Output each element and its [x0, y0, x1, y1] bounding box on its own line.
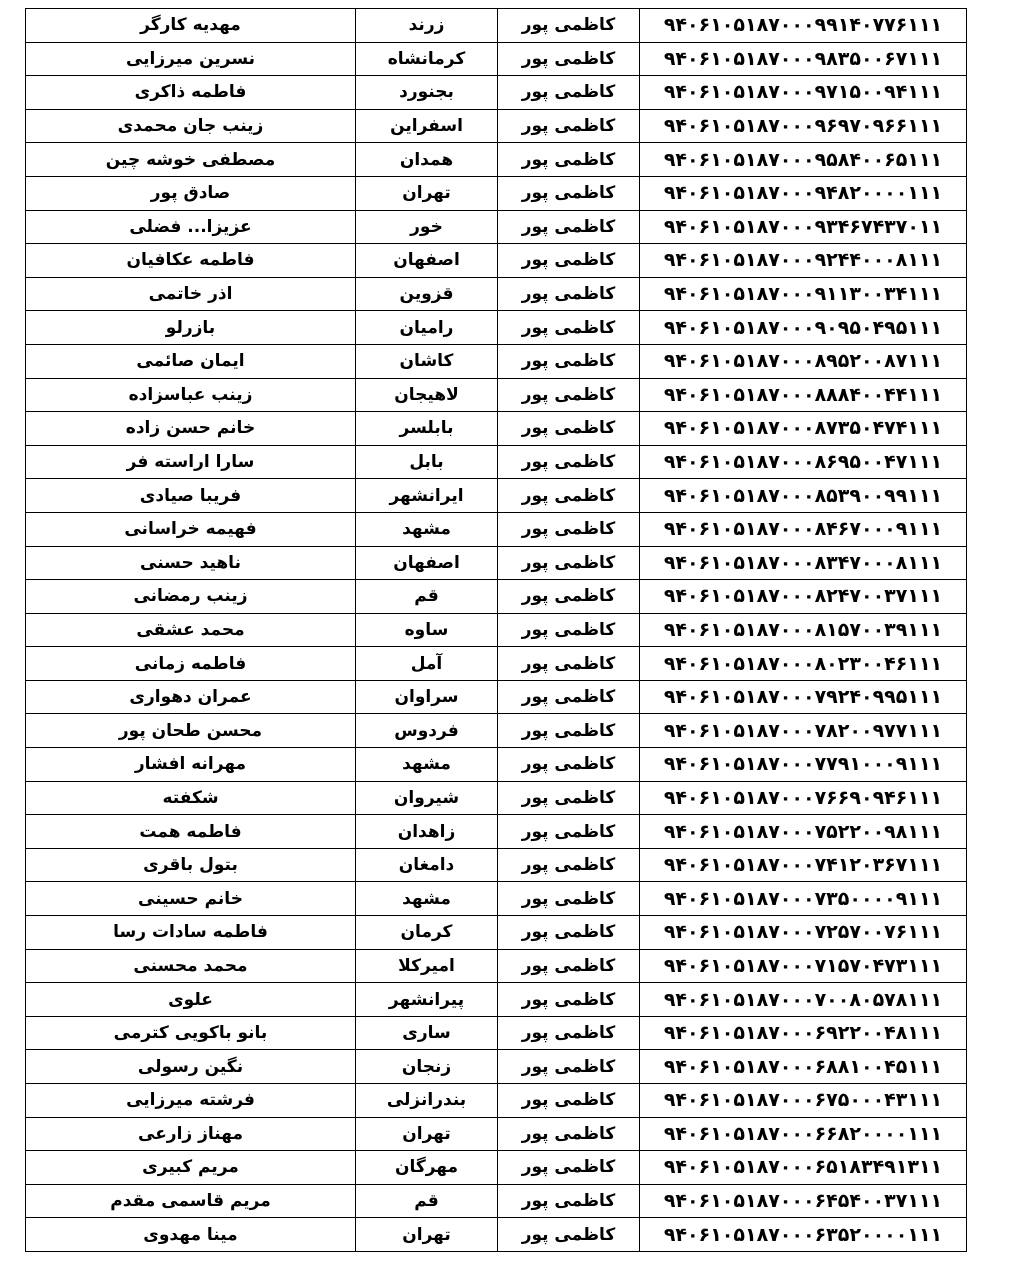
- agent-cell: کاظمی پور: [498, 815, 640, 849]
- agent-cell: کاظمی پور: [498, 882, 640, 916]
- agent-cell: کاظمی پور: [498, 1151, 640, 1185]
- city-cell: اسفراین: [356, 109, 498, 143]
- city-cell: قم: [356, 580, 498, 614]
- agent-cell: کاظمی پور: [498, 781, 640, 815]
- tracking-code-cell: ۹۴۰۶۱۰۵۱۸۷۰۰۰۷۱۵۷۰۴۷۳۱۱۱: [640, 949, 967, 983]
- table-row: [26, 748, 967, 782]
- tracking-code-cell: ۹۴۰۶۱۰۵۱۸۷۰۰۰۹۹۱۴۰۷۷۶۱۱۱: [640, 9, 967, 43]
- tracking-code-cell: ۹۴۰۶۱۰۵۱۸۷۰۰۰۶۷۵۰۰۰۴۳۱۱۱: [640, 1084, 967, 1118]
- tracking-code-cell: ۹۴۰۶۱۰۵۱۸۷۰۰۰۹۵۸۴۰۰۶۵۱۱۱: [640, 143, 967, 177]
- agent-cell: کاظمی پور: [498, 244, 640, 278]
- city-cell: زاهدان: [356, 815, 498, 849]
- tracking-code-cell: ۹۴۰۶۱۰۵۱۸۷۰۰۰۶۶۸۲۰۰۰۰۱۱۱: [640, 1117, 967, 1151]
- tracking-code-cell: ۹۴۰۶۱۰۵۱۸۷۰۰۰۹۳۴۶۷۴۳۷۰۱۱: [640, 210, 967, 244]
- tracking-code-cell: ۹۴۰۶۱۰۵۱۸۷۰۰۰۷۳۵۰۰۰۰۹۱۱۱: [640, 882, 967, 916]
- recipient-name-cell: مصطفی خوشه چین: [26, 143, 356, 177]
- city-cell: پیرانشهر: [356, 983, 498, 1017]
- tracking-code-cell: ۹۴۰۶۱۰۵۱۸۷۰۰۰۶۵۱۸۳۴۹۱۳۱۱: [640, 1151, 967, 1185]
- recipient-name-cell: مهناز زارعی: [26, 1117, 356, 1151]
- agent-cell: کاظمی پور: [498, 714, 640, 748]
- tracking-code-cell: ۹۴۰۶۱۰۵۱۸۷۰۰۰۸۷۳۵۰۴۷۴۱۱۱: [640, 412, 967, 446]
- agent-cell: کاظمی پور: [498, 949, 640, 983]
- city-cell: قم: [356, 1184, 498, 1218]
- table-row: [26, 244, 967, 278]
- city-cell: امیرکلا: [356, 949, 498, 983]
- recipient-name-cell: مریم کبیری: [26, 1151, 356, 1185]
- tracking-code-cell: ۹۴۰۶۱۰۵۱۸۷۰۰۰۹۷۱۵۰۰۹۴۱۱۱: [640, 76, 967, 110]
- table-row: [26, 1218, 967, 1252]
- tracking-code-cell: ۹۴۰۶۱۰۵۱۸۷۰۰۰۷۵۲۲۰۰۹۸۱۱۱: [640, 815, 967, 849]
- city-cell: کرمانشاه: [356, 42, 498, 76]
- table-row: [26, 1184, 967, 1218]
- city-cell: زرند: [356, 9, 498, 43]
- agent-cell: کاظمی پور: [498, 546, 640, 580]
- tracking-code-cell: ۹۴۰۶۱۰۵۱۸۷۰۰۰۹۲۴۴۰۰۰۸۱۱۱: [640, 244, 967, 278]
- agent-cell: کاظمی پور: [498, 412, 640, 446]
- city-cell: دامغان: [356, 848, 498, 882]
- city-cell: مشهد: [356, 748, 498, 782]
- tracking-code-cell: ۹۴۰۶۱۰۵۱۸۷۰۰۰۶۴۵۴۰۰۳۷۱۱۱: [640, 1184, 967, 1218]
- city-cell: کرمان: [356, 916, 498, 950]
- city-cell: آمل: [356, 647, 498, 681]
- city-cell: لاهیجان: [356, 378, 498, 412]
- tracking-code-cell: ۹۴۰۶۱۰۵۱۸۷۰۰۰۷۹۲۴۰۹۹۵۱۱۱: [640, 680, 967, 714]
- tracking-code-cell: ۹۴۰۶۱۰۵۱۸۷۰۰۰۸۶۹۵۰۰۴۷۱۱۱: [640, 445, 967, 479]
- recipient-name-cell: نسرین میرزایی: [26, 42, 356, 76]
- table-row: [26, 1117, 967, 1151]
- recipient-name-cell: صادق پور: [26, 176, 356, 210]
- city-cell: ایرانشهر: [356, 479, 498, 513]
- table-row: [26, 42, 967, 76]
- table-row: [26, 1084, 967, 1118]
- recipient-name-cell: زینب رمضانی: [26, 580, 356, 614]
- tracking-code-cell: ۹۴۰۶۱۰۵۱۸۷۰۰۰۸۵۳۹۰۰۹۹۱۱۱: [640, 479, 967, 513]
- tracking-code-cell: ۹۴۰۶۱۰۵۱۸۷۰۰۰۷۶۶۹۰۹۴۶۱۱۱: [640, 781, 967, 815]
- recipient-name-cell: زینب جان محمدی: [26, 109, 356, 143]
- city-cell: خور: [356, 210, 498, 244]
- table-row: [26, 311, 967, 345]
- table-row: [26, 479, 967, 513]
- table-row: [26, 412, 967, 446]
- agent-cell: کاظمی پور: [498, 1016, 640, 1050]
- agent-cell: کاظمی پور: [498, 1084, 640, 1118]
- table-row: [26, 9, 967, 43]
- city-cell: بابلسر: [356, 412, 498, 446]
- table-row: [26, 580, 967, 614]
- table-row: [26, 949, 967, 983]
- agent-cell: کاظمی پور: [498, 176, 640, 210]
- agent-cell: کاظمی پور: [498, 76, 640, 110]
- city-cell: مشهد: [356, 512, 498, 546]
- recipient-name-cell: خانم حسن زاده: [26, 412, 356, 446]
- tracking-code-cell: ۹۴۰۶۱۰۵۱۸۷۰۰۰۹۰۹۵۰۴۹۵۱۱۱: [640, 311, 967, 345]
- table-row: [26, 344, 967, 378]
- city-cell: قزوین: [356, 277, 498, 311]
- recipient-name-cell: فرشته میرزایی: [26, 1084, 356, 1118]
- city-cell: اصفهان: [356, 546, 498, 580]
- agent-cell: کاظمی پور: [498, 1218, 640, 1252]
- recipient-name-cell: ناهید حسنی: [26, 546, 356, 580]
- recipient-name-cell: فاطمه سادات رسا: [26, 916, 356, 950]
- recipient-name-cell: فاطمه عکافیان: [26, 244, 356, 278]
- table-row: [26, 647, 967, 681]
- tracking-code-cell: ۹۴۰۶۱۰۵۱۸۷۰۰۰۷۲۵۷۰۰۷۶۱۱۱: [640, 916, 967, 950]
- table-row: [26, 176, 967, 210]
- city-cell: بجنورد: [356, 76, 498, 110]
- shipment-table: [25, 8, 967, 1252]
- tracking-code-cell: ۹۴۰۶۱۰۵۱۸۷۰۰۰۸۱۵۷۰۰۳۹۱۱۱: [640, 613, 967, 647]
- table-row: [26, 680, 967, 714]
- table-row: [26, 613, 967, 647]
- tracking-code-cell: ۹۴۰۶۱۰۵۱۸۷۰۰۰۸۹۵۲۰۰۸۷۱۱۱: [640, 344, 967, 378]
- tracking-code-cell: ۹۴۰۶۱۰۵۱۸۷۰۰۰۸۴۶۷۰۰۰۹۱۱۱: [640, 512, 967, 546]
- agent-cell: کاظمی پور: [498, 680, 640, 714]
- table-row: [26, 210, 967, 244]
- table-row: [26, 983, 967, 1017]
- table-row: [26, 714, 967, 748]
- recipient-name-cell: مهرانه افشار: [26, 748, 356, 782]
- agent-cell: کاظمی پور: [498, 748, 640, 782]
- recipient-name-cell: فاطمه همت: [26, 815, 356, 849]
- table-row: [26, 815, 967, 849]
- recipient-name-cell: مینا مهدوی: [26, 1218, 356, 1252]
- recipient-name-cell: مریم قاسمی مقدم: [26, 1184, 356, 1218]
- city-cell: ساوه: [356, 613, 498, 647]
- city-cell: رامیان: [356, 311, 498, 345]
- agent-cell: کاظمی پور: [498, 109, 640, 143]
- recipient-name-cell: فاطمه زمانی: [26, 647, 356, 681]
- tracking-code-cell: ۹۴۰۶۱۰۵۱۸۷۰۰۰۷۸۲۰۰۹۷۷۱۱۱: [640, 714, 967, 748]
- city-cell: اصفهان: [356, 244, 498, 278]
- agent-cell: کاظمی پور: [498, 512, 640, 546]
- tracking-code-cell: ۹۴۰۶۱۰۵۱۸۷۰۰۰۹۴۸۲۰۰۰۰۱۱۱: [640, 176, 967, 210]
- table-row: [26, 109, 967, 143]
- table-row: [26, 512, 967, 546]
- recipient-name-cell: بانو باکویی کترمی: [26, 1016, 356, 1050]
- recipient-name-cell: عمران دهواری: [26, 680, 356, 714]
- recipient-name-cell: خانم حسینی: [26, 882, 356, 916]
- city-cell: شیروان: [356, 781, 498, 815]
- table-row: [26, 916, 967, 950]
- table-row: [26, 546, 967, 580]
- agent-cell: کاظمی پور: [498, 916, 640, 950]
- city-cell: مهرگان: [356, 1151, 498, 1185]
- tracking-code-cell: ۹۴۰۶۱۰۵۱۸۷۰۰۰۷۴۱۲۰۳۶۷۱۱۱: [640, 848, 967, 882]
- tracking-code-cell: ۹۴۰۶۱۰۵۱۸۷۰۰۰۸۳۴۷۰۰۰۸۱۱۱: [640, 546, 967, 580]
- recipient-name-cell: محمد محسنی: [26, 949, 356, 983]
- city-cell: مشهد: [356, 882, 498, 916]
- recipient-name-cell: شکفته: [26, 781, 356, 815]
- agent-cell: کاظمی پور: [498, 344, 640, 378]
- table-row: [26, 378, 967, 412]
- tracking-code-cell: ۹۴۰۶۱۰۵۱۸۷۰۰۰۹۸۳۵۰۰۶۷۱۱۱: [640, 42, 967, 76]
- agent-cell: کاظمی پور: [498, 210, 640, 244]
- city-cell: فردوس: [356, 714, 498, 748]
- tracking-code-cell: ۹۴۰۶۱۰۵۱۸۷۰۰۰۹۶۹۷۰۹۶۶۱۱۱: [640, 109, 967, 143]
- recipient-name-cell: محمد عشقی: [26, 613, 356, 647]
- agent-cell: کاظمی پور: [498, 311, 640, 345]
- table-body: [26, 9, 967, 1252]
- tracking-code-cell: ۹۴۰۶۱۰۵۱۸۷۰۰۰۷۰۰۸۰۵۷۸۱۱۱: [640, 983, 967, 1017]
- recipient-name-cell: سارا اراسته فر: [26, 445, 356, 479]
- table-row: [26, 76, 967, 110]
- city-cell: تهران: [356, 1218, 498, 1252]
- table-row: [26, 1151, 967, 1185]
- city-cell: کاشان: [356, 344, 498, 378]
- agent-cell: کاظمی پور: [498, 9, 640, 43]
- recipient-name-cell: بازرلو: [26, 311, 356, 345]
- agent-cell: کاظمی پور: [498, 983, 640, 1017]
- tracking-code-cell: ۹۴۰۶۱۰۵۱۸۷۰۰۰۶۳۵۲۰۰۰۰۱۱۱: [640, 1218, 967, 1252]
- recipient-name-cell: ایمان صائمی: [26, 344, 356, 378]
- agent-cell: کاظمی پور: [498, 143, 640, 177]
- tracking-code-cell: ۹۴۰۶۱۰۵۱۸۷۰۰۰۸۲۴۷۰۰۳۷۱۱۱: [640, 580, 967, 614]
- recipient-name-cell: علوی: [26, 983, 356, 1017]
- recipient-name-cell: مهدیه کارگر: [26, 9, 356, 43]
- agent-cell: کاظمی پور: [498, 1184, 640, 1218]
- table-row: [26, 277, 967, 311]
- tracking-code-cell: ۹۴۰۶۱۰۵۱۸۷۰۰۰۹۱۱۳۰۰۳۴۱۱۱: [640, 277, 967, 311]
- agent-cell: کاظمی پور: [498, 1117, 640, 1151]
- city-cell: ساری: [356, 1016, 498, 1050]
- city-cell: سراوان: [356, 680, 498, 714]
- city-cell: بابل: [356, 445, 498, 479]
- recipient-name-cell: نگین رسولی: [26, 1050, 356, 1084]
- tracking-code-cell: ۹۴۰۶۱۰۵۱۸۷۰۰۰۸۸۸۴۰۰۴۴۱۱۱: [640, 378, 967, 412]
- table-row: [26, 1016, 967, 1050]
- agent-cell: کاظمی پور: [498, 42, 640, 76]
- agent-cell: کاظمی پور: [498, 479, 640, 513]
- document-page: [25, 8, 967, 1252]
- tracking-code-cell: ۹۴۰۶۱۰۵۱۸۷۰۰۰۶۹۲۲۰۰۴۸۱۱۱: [640, 1016, 967, 1050]
- recipient-name-cell: محسن طحان پور: [26, 714, 356, 748]
- agent-cell: کاظمی پور: [498, 378, 640, 412]
- recipient-name-cell: بتول باقری: [26, 848, 356, 882]
- recipient-name-cell: زینب عباسزاده: [26, 378, 356, 412]
- table-row: [26, 882, 967, 916]
- table-row: [26, 445, 967, 479]
- tracking-code-cell: ۹۴۰۶۱۰۵۱۸۷۰۰۰۶۸۸۱۰۰۴۵۱۱۱: [640, 1050, 967, 1084]
- recipient-name-cell: فهیمه خراسانی: [26, 512, 356, 546]
- agent-cell: کاظمی پور: [498, 277, 640, 311]
- table-row: [26, 1050, 967, 1084]
- agent-cell: کاظمی پور: [498, 1050, 640, 1084]
- city-cell: همدان: [356, 143, 498, 177]
- recipient-name-cell: فاطمه ذاکری: [26, 76, 356, 110]
- agent-cell: کاظمی پور: [498, 647, 640, 681]
- table-row: [26, 848, 967, 882]
- tracking-code-cell: ۹۴۰۶۱۰۵۱۸۷۰۰۰۷۷۹۱۰۰۰۹۱۱۱: [640, 748, 967, 782]
- recipient-name-cell: عزیزا... فضلی: [26, 210, 356, 244]
- city-cell: بندرانزلی: [356, 1084, 498, 1118]
- agent-cell: کاظمی پور: [498, 445, 640, 479]
- agent-cell: کاظمی پور: [498, 580, 640, 614]
- city-cell: تهران: [356, 1117, 498, 1151]
- agent-cell: کاظمی پور: [498, 613, 640, 647]
- table-row: [26, 143, 967, 177]
- recipient-name-cell: اذر خاتمی: [26, 277, 356, 311]
- tracking-code-cell: ۹۴۰۶۱۰۵۱۸۷۰۰۰۸۰۲۳۰۰۴۶۱۱۱: [640, 647, 967, 681]
- city-cell: تهران: [356, 176, 498, 210]
- table-row: [26, 781, 967, 815]
- recipient-name-cell: فریبا صیادی: [26, 479, 356, 513]
- agent-cell: کاظمی پور: [498, 848, 640, 882]
- city-cell: زنجان: [356, 1050, 498, 1084]
